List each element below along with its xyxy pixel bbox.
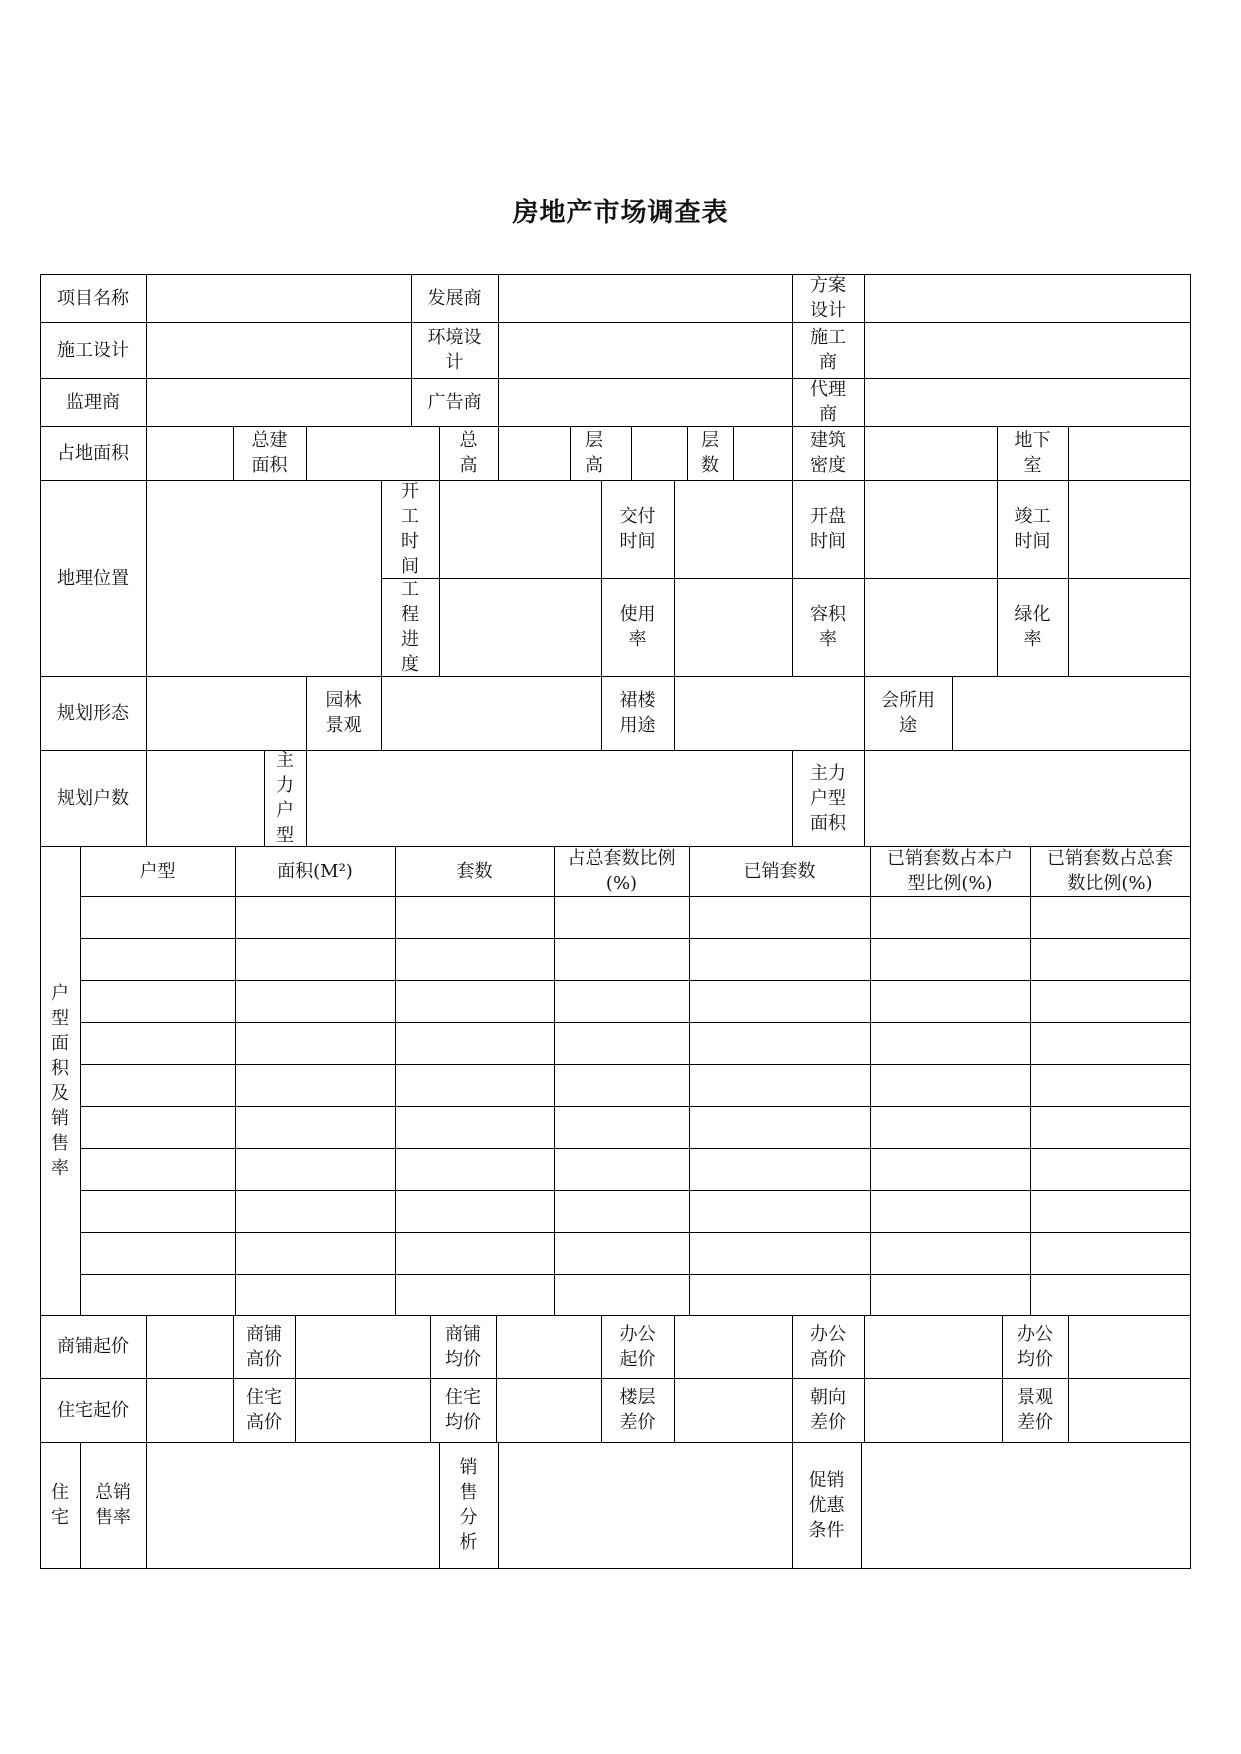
label-shop-start-price-text: 商铺起价 <box>57 1336 129 1357</box>
label-land-area <box>40 426 146 480</box>
unit-table-cell[interactable] <box>555 897 689 938</box>
unit-table-cell[interactable] <box>81 897 235 938</box>
unit-table-cell[interactable] <box>396 1149 554 1190</box>
env-design-field[interactable] <box>499 323 792 378</box>
supervisor-field[interactable] <box>147 379 411 426</box>
label-completion-time <box>997 480 1068 578</box>
label-progress-text: 工 程 进 度 <box>401 579 419 675</box>
main-type-area-field[interactable] <box>865 751 1190 846</box>
label-floor-count-text: 层 数 <box>701 430 719 476</box>
label-res-start-price-text: 住宅起价 <box>57 1399 129 1421</box>
unit-table-cell[interactable] <box>236 897 395 938</box>
unit-table-cell[interactable] <box>81 1191 235 1232</box>
label-start-time-text: 开 工 时 间 <box>401 481 419 577</box>
label-floor-count <box>687 426 733 480</box>
label-ad-agency-text: 广告商 <box>427 391 482 413</box>
progress-field[interactable] <box>440 579 601 676</box>
label-promotion <box>792 1442 861 1568</box>
unit-table-cell[interactable] <box>555 1023 689 1064</box>
unit-table-cell[interactable] <box>81 1065 235 1106</box>
location-field[interactable] <box>147 481 381 676</box>
unit-table-cell[interactable] <box>396 981 554 1022</box>
unit-table-cell[interactable] <box>1031 1023 1190 1064</box>
unit-table-header <box>235 846 395 896</box>
label-section-unit-sales <box>40 846 80 1315</box>
unit-table-header-text: 已销套数占本户 型比例(%) <box>887 848 1013 894</box>
usage-rate-field[interactable] <box>675 579 792 676</box>
label-start-time <box>381 480 439 578</box>
unit-table-cell[interactable] <box>871 1065 1030 1106</box>
scheme-design-field[interactable] <box>865 275 1190 322</box>
label-progress <box>381 578 439 676</box>
unit-table-cell[interactable] <box>555 1233 689 1274</box>
podium-use-field[interactable] <box>675 677 864 750</box>
unit-table-cell[interactable] <box>1031 1275 1190 1315</box>
label-basement-text: 地下 室 <box>1014 430 1051 476</box>
label-main-type-text: 主 力 户 型 <box>276 750 294 846</box>
label-floor-height-text: 层 高 <box>585 430 603 476</box>
floor-height-field[interactable] <box>632 427 687 480</box>
total-build-area-field[interactable] <box>307 427 439 480</box>
label-res-high-price-text: 住宅 高价 <box>246 1387 282 1433</box>
label-location-text: 地理位置 <box>57 567 129 589</box>
unit-table-cell[interactable] <box>871 1149 1030 1190</box>
label-club-use <box>864 676 952 750</box>
unit-table-cell[interactable] <box>236 1275 395 1315</box>
label-podium-use-text: 裙楼 用途 <box>619 690 656 736</box>
label-scheme-design-text: 方案 设计 <box>810 275 846 321</box>
label-promotion-text: 促销 优惠 条件 <box>808 1469 845 1541</box>
unit-table-cell[interactable] <box>236 1149 395 1190</box>
label-agent-text: 代理 商 <box>810 379 846 425</box>
label-opening-time <box>792 480 864 578</box>
page-title: 房地产市场调查表 <box>512 198 729 228</box>
label-shop-start-price <box>40 1315 146 1378</box>
label-res-start-price <box>40 1378 146 1442</box>
label-total-sales-rate <box>80 1442 146 1568</box>
table-rule <box>1190 274 1191 1569</box>
unit-table-cell[interactable] <box>396 1191 554 1232</box>
unit-table-header <box>554 846 689 896</box>
unit-table-header <box>395 846 554 896</box>
planned-units-field[interactable] <box>147 751 264 846</box>
unit-table-cell[interactable] <box>871 897 1030 938</box>
label-plot-ratio-text: 容积 率 <box>810 604 846 650</box>
unit-table-header-text: 户型 <box>139 860 176 882</box>
unit-table-cell[interactable] <box>555 1275 689 1315</box>
unit-table-cell[interactable] <box>81 939 235 980</box>
basement-field[interactable] <box>1069 427 1190 480</box>
label-podium-use <box>601 676 674 750</box>
unit-table-header <box>1030 846 1190 896</box>
label-supervisor-text: 监理商 <box>66 391 120 413</box>
office-start-price-field[interactable] <box>675 1316 792 1378</box>
label-opening-time-text: 开盘 时间 <box>810 506 846 552</box>
label-main-type <box>264 750 306 846</box>
label-planned-units <box>40 750 146 846</box>
unit-table-cell[interactable] <box>1031 1065 1190 1106</box>
unit-table-cell[interactable] <box>690 1107 870 1148</box>
label-total-height <box>439 426 498 480</box>
unit-table-cell[interactable] <box>555 1149 689 1190</box>
label-basement <box>997 426 1068 480</box>
label-planned-units-text: 规划户数 <box>57 787 129 809</box>
unit-table-cell[interactable] <box>1031 1233 1190 1274</box>
label-env-design <box>411 322 498 378</box>
shop-high-price-field[interactable] <box>296 1316 430 1378</box>
unit-table-cell[interactable] <box>1031 1191 1190 1232</box>
unit-table-cell[interactable] <box>871 939 1030 980</box>
label-office-start-price-text: 办公 起价 <box>619 1323 656 1370</box>
main-type-field[interactable] <box>307 751 792 846</box>
label-total-build-area <box>233 426 306 480</box>
label-view-diff-text: 景观 差价 <box>1017 1387 1053 1433</box>
label-shop-high-price <box>233 1315 295 1378</box>
unit-table-cell[interactable] <box>396 939 554 980</box>
label-shop-avg-price-text: 商铺 均价 <box>445 1323 481 1370</box>
unit-table-header-text: 面积(M²) <box>277 860 353 882</box>
res-avg-price-field[interactable] <box>497 1379 601 1442</box>
label-completion-time-text: 竣工 时间 <box>1014 506 1051 552</box>
label-usage-rate-text: 使用 率 <box>619 604 656 650</box>
label-garden <box>306 676 381 750</box>
res-high-price-field[interactable] <box>296 1379 430 1442</box>
label-planning-form-text: 规划形态 <box>57 702 129 724</box>
unit-table-cell[interactable] <box>81 1023 235 1064</box>
label-residential-text: 住 宅 <box>51 1482 69 1528</box>
opening-time-field[interactable] <box>865 481 997 578</box>
label-supervisor <box>40 378 146 426</box>
label-greening-rate <box>997 578 1068 676</box>
unit-table-header-text: 已销套数占总套 数比例(%) <box>1047 848 1173 894</box>
unit-table-cell[interactable] <box>871 981 1030 1022</box>
label-construction-design-text: 施工设计 <box>57 339 129 361</box>
shop-start-price-field[interactable] <box>147 1316 233 1378</box>
label-total-sales-rate-text: 总销 售率 <box>95 1482 131 1528</box>
unit-table-cell[interactable] <box>396 1023 554 1064</box>
label-env-design-text: 环境设 计 <box>427 327 482 373</box>
floor-count-field[interactable] <box>734 427 792 480</box>
label-club-use-text: 会所用 途 <box>881 690 935 736</box>
label-total-height-text: 总 高 <box>459 430 478 476</box>
developer-field[interactable] <box>499 275 792 322</box>
unit-table-cell[interactable] <box>1031 939 1190 980</box>
label-developer <box>411 274 498 322</box>
build-density-field[interactable] <box>865 427 997 480</box>
label-project-name <box>40 274 146 322</box>
floor-diff-field[interactable] <box>675 1379 792 1442</box>
agent-field[interactable] <box>865 379 1190 426</box>
unit-table-cell[interactable] <box>396 1065 554 1106</box>
office-avg-price-field[interactable] <box>1069 1316 1190 1378</box>
unit-table-cell[interactable] <box>396 1275 554 1315</box>
unit-table-cell[interactable] <box>236 939 395 980</box>
total-sales-rate-field[interactable] <box>147 1443 439 1568</box>
unit-table-cell[interactable] <box>81 981 235 1022</box>
completion-time-field[interactable] <box>1069 481 1190 578</box>
planning-form-field[interactable] <box>147 677 306 750</box>
label-office-high-price-text: 办公 高价 <box>810 1323 846 1370</box>
project-name-field[interactable] <box>147 275 411 322</box>
label-view-diff <box>1002 1378 1068 1442</box>
delivery-time-field[interactable] <box>675 481 792 578</box>
unit-table-cell[interactable] <box>396 1233 554 1274</box>
unit-table-cell[interactable] <box>871 1023 1030 1064</box>
label-total-build-area-text: 总建 面积 <box>251 430 288 476</box>
unit-table-cell[interactable] <box>236 1107 395 1148</box>
unit-table-cell[interactable] <box>690 1149 870 1190</box>
view-diff-field[interactable] <box>1069 1379 1190 1442</box>
label-greening-rate-text: 绿化 率 <box>1014 604 1051 650</box>
label-office-avg-price-text: 办公 均价 <box>1017 1323 1053 1370</box>
unit-table-cell[interactable] <box>690 1023 870 1064</box>
unit-table-header <box>870 846 1030 896</box>
unit-table-cell[interactable] <box>81 1149 235 1190</box>
unit-table-cell[interactable] <box>555 1107 689 1148</box>
label-ad-agency <box>411 378 498 426</box>
label-residential <box>40 1442 80 1568</box>
unit-table-cell[interactable] <box>690 981 870 1022</box>
label-delivery-time-text: 交付 时间 <box>619 506 656 552</box>
label-location <box>40 480 146 676</box>
unit-table-cell[interactable] <box>396 897 554 938</box>
unit-table-cell[interactable] <box>1031 981 1190 1022</box>
label-shop-avg-price <box>430 1315 496 1378</box>
unit-table-cell[interactable] <box>690 1191 870 1232</box>
label-res-high-price <box>233 1378 295 1442</box>
unit-table-header-text: 占总套数比例 (%) <box>567 848 676 894</box>
sales-analysis-field[interactable] <box>499 1443 792 1568</box>
unit-table-header <box>689 846 870 896</box>
label-sales-analysis-text: 销 售 分 析 <box>459 1457 478 1553</box>
start-time-field[interactable] <box>440 481 601 578</box>
label-floor-height <box>570 426 618 480</box>
label-sales-analysis <box>439 1442 498 1568</box>
table-rule <box>40 1568 1191 1569</box>
label-section-unit-sales-text: 户 型 面 积 及 销 售 率 <box>51 982 69 1179</box>
unit-table-cell[interactable] <box>81 1107 235 1148</box>
label-contractor <box>792 322 864 378</box>
label-orientation-diff <box>792 1378 864 1442</box>
label-shop-high-price-text: 商铺 高价 <box>246 1323 282 1370</box>
unit-table-cell[interactable] <box>81 1233 235 1274</box>
garden-field[interactable] <box>382 677 601 750</box>
label-office-avg-price <box>1002 1315 1068 1378</box>
label-office-high-price <box>792 1315 864 1378</box>
office-high-price-field[interactable] <box>865 1316 1002 1378</box>
total-height-field[interactable] <box>499 427 570 480</box>
unit-table-cell[interactable] <box>236 1233 395 1274</box>
label-office-start-price <box>601 1315 674 1378</box>
label-agent <box>792 378 864 426</box>
unit-table-cell[interactable] <box>871 1191 1030 1232</box>
unit-table-cell[interactable] <box>690 939 870 980</box>
land-area-field[interactable] <box>147 427 233 480</box>
label-plot-ratio <box>792 578 864 676</box>
label-developer-text: 发展商 <box>427 287 482 309</box>
unit-table-cell[interactable] <box>555 1065 689 1106</box>
unit-table-cell[interactable] <box>690 1233 870 1274</box>
unit-table-cell[interactable] <box>555 939 689 980</box>
unit-table-cell[interactable] <box>871 1275 1030 1315</box>
unit-table-cell[interactable] <box>1031 897 1190 938</box>
plot-ratio-field[interactable] <box>865 579 997 676</box>
greening-rate-field[interactable] <box>1069 579 1190 676</box>
construction-design-field[interactable] <box>147 323 411 378</box>
label-land-area-text: 占地面积 <box>57 442 129 464</box>
orientation-diff-field[interactable] <box>865 1379 1002 1442</box>
label-main-type-area-text: 主力 户型 面积 <box>810 762 846 834</box>
label-res-avg-price <box>430 1378 496 1442</box>
unit-table-cell[interactable] <box>81 1275 235 1315</box>
label-build-density <box>792 426 864 480</box>
ad-agency-field[interactable] <box>499 379 792 426</box>
label-scheme-design <box>792 274 864 322</box>
shop-avg-price-field[interactable] <box>497 1316 601 1378</box>
promotion-field[interactable] <box>862 1443 1190 1568</box>
unit-table-cell[interactable] <box>690 1065 870 1106</box>
unit-table-cell[interactable] <box>690 897 870 938</box>
unit-table-cell[interactable] <box>396 1107 554 1148</box>
unit-table-header <box>80 846 235 896</box>
unit-table-cell[interactable] <box>871 1107 1030 1148</box>
unit-table-cell[interactable] <box>871 1233 1030 1274</box>
unit-table-cell[interactable] <box>236 1023 395 1064</box>
unit-table-header-text: 套数 <box>456 860 493 882</box>
unit-table-cell[interactable] <box>1031 1149 1190 1190</box>
label-usage-rate <box>601 578 674 676</box>
label-garden-text: 园林 景观 <box>325 690 362 736</box>
club-use-field[interactable] <box>953 677 1190 750</box>
label-floor-diff <box>601 1378 674 1442</box>
unit-table-cell[interactable] <box>236 1065 395 1106</box>
label-build-density-text: 建筑 密度 <box>810 430 846 476</box>
label-contractor-text: 施工 商 <box>810 327 846 373</box>
label-orientation-diff-text: 朝向 差价 <box>810 1387 846 1433</box>
unit-table-cell[interactable] <box>1031 1107 1190 1148</box>
label-planning-form <box>40 676 146 750</box>
contractor-field[interactable] <box>865 323 1190 378</box>
label-floor-diff-text: 楼层 差价 <box>619 1387 656 1433</box>
unit-table-cell[interactable] <box>555 1191 689 1232</box>
res-start-price-field[interactable] <box>147 1379 233 1442</box>
label-project-name-text: 项目名称 <box>57 287 129 309</box>
label-construction-design <box>40 322 146 378</box>
label-delivery-time <box>601 480 674 578</box>
label-res-avg-price-text: 住宅 均价 <box>445 1387 481 1433</box>
unit-table-cell[interactable] <box>236 981 395 1022</box>
unit-table-cell[interactable] <box>555 981 689 1022</box>
unit-table-header-text: 已销套数 <box>743 860 816 882</box>
label-main-type-area <box>792 750 864 846</box>
unit-table-cell[interactable] <box>690 1275 870 1315</box>
unit-table-cell[interactable] <box>236 1191 395 1232</box>
